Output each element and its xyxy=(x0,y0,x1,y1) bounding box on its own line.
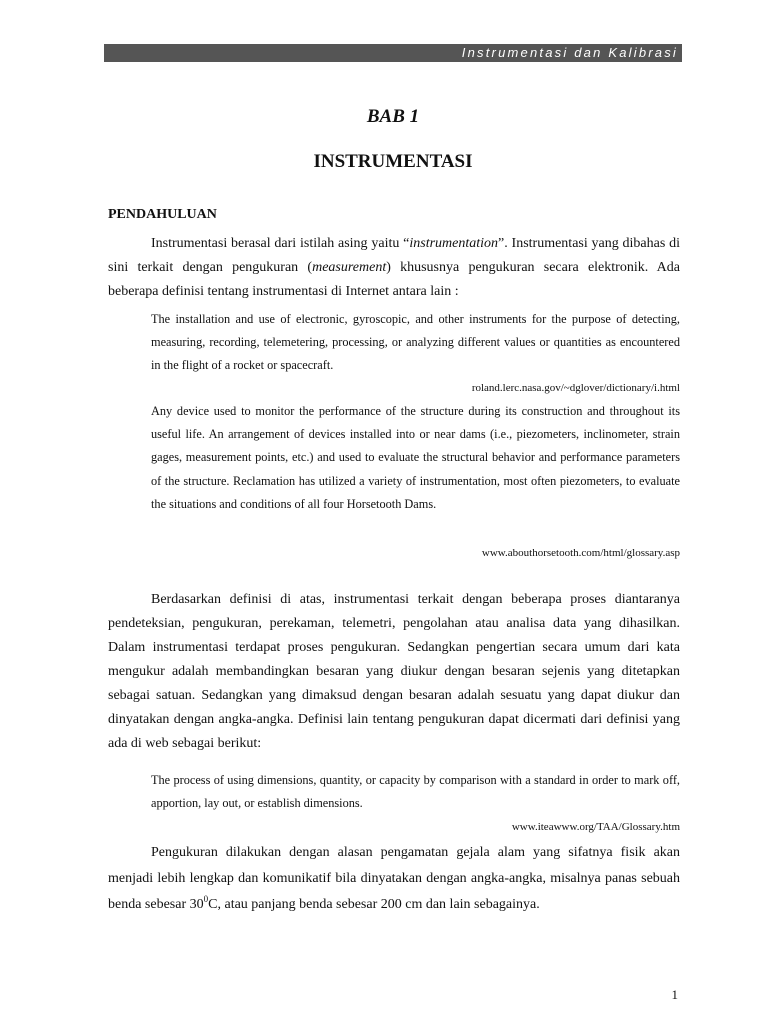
source-citation-1: roland.lerc.nasa.gov/~dglover/dictionary/i.html xyxy=(471,382,680,394)
intro-text-c: ) khususnya pengukuran secara elektronik. Ada beberapa definisi tentang instrumentasi di Internet antara lain : xyxy=(108,260,680,299)
term-instrumentation: instrumentation xyxy=(409,236,499,251)
term-measurement: measurement xyxy=(312,260,387,275)
chapter-title: INSTRUMENTASI xyxy=(313,151,473,172)
running-header-title: Instrumentasi dan Kalibrasi xyxy=(461,45,678,60)
quote-definition-2: Any device used to monitor the performance of the structure during its construction and throughout its useful life. An arrangement of devices installed into or near dams (i.e., piezometers, inclinometer, strain gages, measurement points, etc.) and used to evaluate the structural behavior and performance parameters of the structure. Reclamation has utilized a variety of instrumentation, most often piezometers, to evaluate the situations and conditions of all four Horsetooth Dams. xyxy=(151,404,680,511)
paragraph-reason xyxy=(108,840,680,918)
section-heading: PENDAHULUAN xyxy=(108,207,217,222)
intro-text-b: ”. Instrumentasi yang dibahas di sini terkait dengan pengukuran ( xyxy=(108,236,680,275)
intro-text-a: Instrumentasi berasal dari istilah asing yaitu “ xyxy=(151,236,410,251)
reason-text-a: Pengukuran dilakukan dengan alasan pengamatan gejala alam yang sifatnya fisik akan menjadi lebih lengkap dan komunikatif bila dinyatakan dengan angka-angka, misalnya panas sebuah benda sebesar 30 xyxy=(108,845,680,912)
reason-text-b: C, atau panjang benda sebesar 200 cm dan lain sebagainya. xyxy=(208,897,540,912)
paragraph-measurement: Berdasarkan definisi di atas, instrumentasi terkait dengan beberapa proses diantaranya pendeteksian, pengukuran, perekaman, telemetri, pengolahan atau analisa data yang dihasilkan. Dalam instrumentasi terdapat proses pengukuran. Sedangkan pengertian secara umum dari kata mengukur adalah membandingkan besaran yang diukur dengan besaran sejenis yang ditetapkan sebagai satuan. Sedangkan yang dimaksud dengan besaran adalah sesuatu yang dapat diukur dan dinyatakan dengan angka-angka. Definisi lain tentang pengukuran dapat dicermati dari definisi yang ada di web sebagai berikut: xyxy=(108,592,680,751)
paragraph-intro xyxy=(108,232,680,304)
quote-definition-1: The installation and use of electronic, gyroscopic, and other instruments for the purpose of detecting, measuring, recording, telemetering, processing, or analyzing different values or quantities as encountered in the flight of a rocket or spacecraft. xyxy=(151,312,680,373)
source-citation-2: www.abouthorsetooth.com/html/glossary.asp xyxy=(481,547,680,559)
chapter-label: BAB 1 xyxy=(366,106,420,127)
running-header xyxy=(104,44,682,62)
page-number: 1 xyxy=(671,987,678,1002)
source-citation-3: www.iteawww.org/TAA/Glossary.htm xyxy=(511,821,680,833)
quote-definition-3: The process of using dimensions, quantity, or capacity by comparison with a standard in order to mark off, apportion, lay out, or establish dimensions. xyxy=(151,773,680,811)
degree-superscript: 0 xyxy=(203,894,209,904)
